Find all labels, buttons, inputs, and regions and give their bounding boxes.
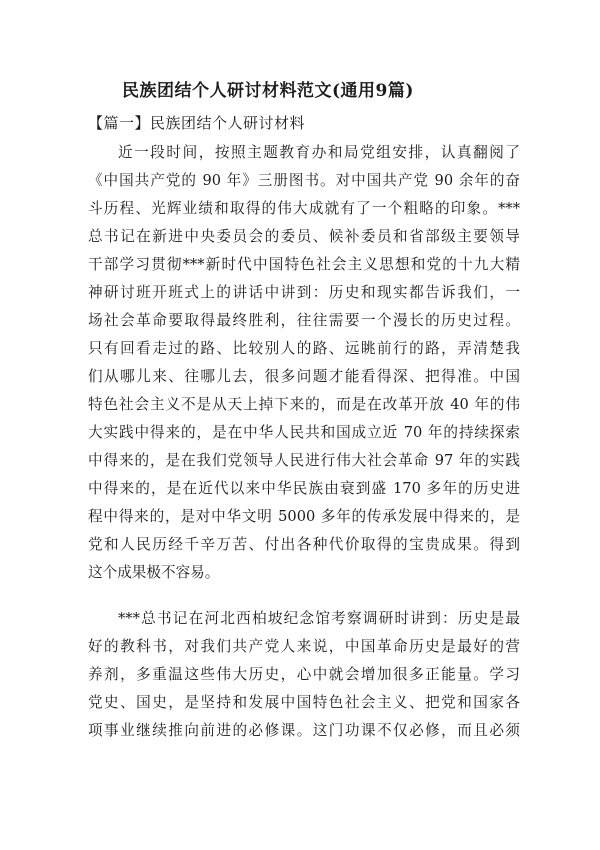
paragraph-line: ***总书记在河北西柏坡纪念馆考察调研时讲到：历史是最 (118, 610, 520, 627)
paragraph-line: 中得来的，是在我们党领导人民进行伟大社会革命 97 年的实践 (88, 452, 520, 469)
paragraph-line: 《中国共产党的 90 年》三册图书。对中国共产党 90 余年的奋 (88, 172, 520, 189)
paragraph-line: 们从哪儿来、往哪儿去，很多问题才能看得深、把得准。中国 (88, 368, 520, 385)
paragraph-line: 干部学习贯彻***新时代中国特色社会主义思想和党的十九大精 (88, 256, 520, 273)
document-title: 民族团结个人研讨材料范文(通用9篇) (122, 81, 414, 101)
paragraph-line: 项事业继续推向前进的必修课。这门功课不仅必修，而且必须 (88, 722, 520, 739)
paragraph-line: 神研讨班开班式上的讲话中讲到：历史和现实都告诉我们，一 (88, 284, 520, 301)
paragraph-line: 近一段时间，按照主题教育办和局党组安排，认真翻阅了 (118, 144, 520, 161)
paragraph-line: 特色社会主义不是从天上掉下来的，而是在改革开放 40 年的伟 (88, 396, 520, 413)
paragraph-line: 大实践中得来的，是在中华人民共和国成立近 70 年的持续探索 (88, 424, 520, 441)
paragraph-line: 场社会革命要取得最终胜利，往往需要一个漫长的历史过程。 (88, 312, 520, 329)
paragraph-2 (88, 605, 520, 745)
paragraph-line: 党史、国史，是坚持和发展中国特色社会主义、把党和国家各 (88, 694, 520, 711)
section-heading: 【篇一】民族团结个人研讨材料 (88, 114, 306, 132)
paragraph-line: 总书记在新进中央委员会的委员、候补委员和省部级主要领导 (88, 228, 520, 245)
paragraph-1 (88, 139, 520, 587)
paragraph-line: 养剂，多重温这些伟大历史，心中就会增加很多正能量。学习 (88, 666, 520, 683)
paragraph-line: 中得来的，是在近代以来中华民族由衰到盛 170 多年的历史进 (88, 480, 520, 497)
paragraph-line: 程中得来的，是对中华文明 5000 多年的传承发展中得来的，是 (88, 508, 520, 525)
paragraph-line: 这个成果极不容易。 (88, 564, 220, 581)
paragraph-line: 好的教科书，对我们共产党人来说，中国革命历史是最好的营 (88, 638, 520, 655)
paragraph-line: 党和人民历经千辛万苦、付出各种代价取得的宝贵成果。得到 (88, 536, 520, 553)
paragraph-line: 只有回看走过的路、比较别人的路、远眺前行的路，弄清楚我 (88, 340, 520, 357)
paragraph-line: 斗历程、光辉业绩和取得的伟大成就有了一个粗略的印象。*** (88, 200, 520, 217)
